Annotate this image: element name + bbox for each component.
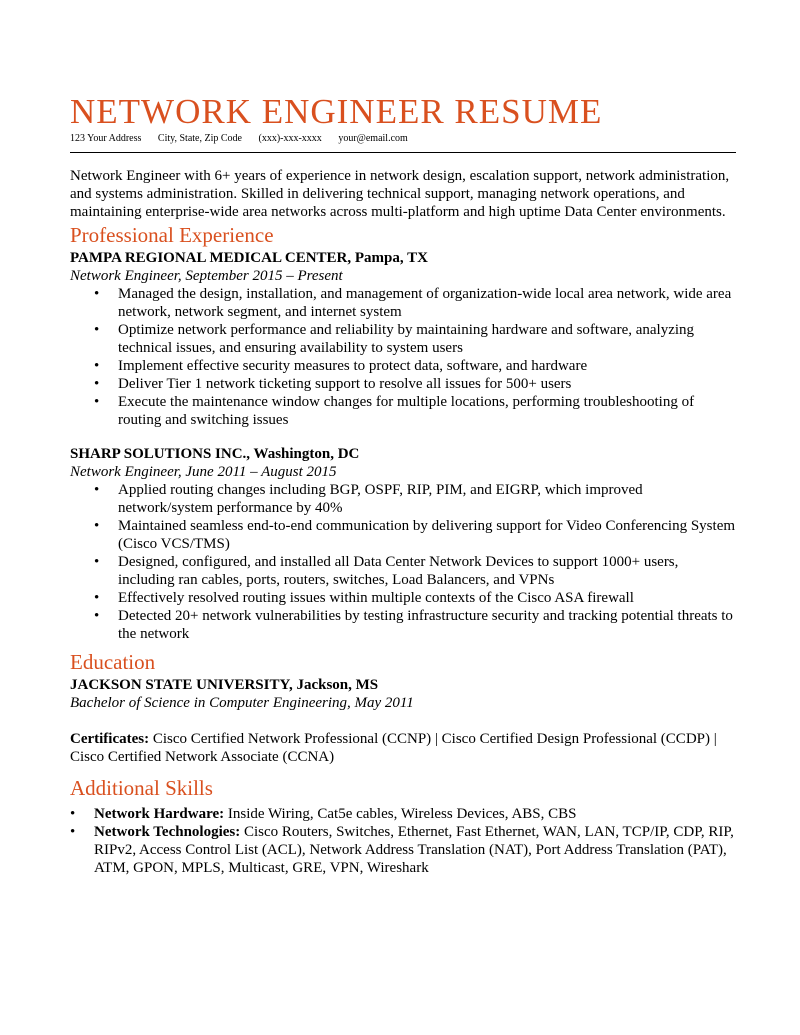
list-item: • Deliver Tier 1 network ticketing support to resolve all issues for 500+ users xyxy=(94,376,572,392)
bullet-icon: • xyxy=(94,358,100,374)
bullet-icon: • xyxy=(94,286,100,302)
certificates-label: Certificates: xyxy=(70,731,150,747)
bullet-icon: • xyxy=(94,322,100,338)
list-item xyxy=(70,823,736,877)
section-heading-education: Education xyxy=(70,650,156,674)
job-org: PAMPA REGIONAL MEDICAL CENTER, Pampa, TX xyxy=(70,250,428,266)
bullet-icon: • xyxy=(94,608,100,624)
certificates xyxy=(70,730,736,766)
job-role: Network Engineer, June 2011 – August 2015 xyxy=(70,464,337,480)
list-item: • Maintained seamless end-to-end communication by delivering support for Video Conferencing System (Cisco VCS/TMS) xyxy=(94,518,736,552)
skills-list xyxy=(70,805,736,877)
skill-label: Network Technologies: xyxy=(94,824,241,840)
list-item: • Detected 20+ network vulnerabilities by testing infrastructure security and tracking potential threats to the network xyxy=(94,608,733,642)
job-bullets xyxy=(70,285,736,429)
section-heading-skills: Additional Skills xyxy=(70,776,213,800)
resume-title: NETWORK ENGINEER RESUME xyxy=(70,92,603,131)
bullet-icon: • xyxy=(70,824,76,840)
list-item: • Implement effective security measures to protect data, software, and hardware xyxy=(94,358,588,374)
list-item: • Designed, configured, and installed all Data Center Network Devices to support 1000+ users, including ran cables, ports, routers, switches, Load Balancers, and VPNs xyxy=(94,554,679,588)
education-degree: Bachelor of Science in Computer Engineering, May 2011 xyxy=(70,695,414,711)
section-heading-experience: Professional Experience xyxy=(70,223,274,247)
bullet-icon: • xyxy=(94,376,100,392)
summary-paragraph: Network Engineer with 6+ years of experience in network design, escalation support, network administration, and systems administration. Skilled in delivering technical support, managing network operations, and maintaining enterprise-wide area networks across multi-platform and high uptime Data Center environments. xyxy=(70,168,730,220)
contact-line xyxy=(70,132,736,146)
education-school: JACKSON STATE UNIVERSITY, Jackson, MS xyxy=(70,677,379,693)
job-role: Network Engineer, September 2015 – Present xyxy=(70,268,343,284)
skill-text: Cisco Routers, Switches, Ethernet, Fast Ethernet, WAN, LAN, TCP/IP, CDP, RIP, RIPv2, Access Control List (ACL), Network Address Translation (NAT), Port Address Translation (PAT), ATM, GPON, MPLS, Multicast, GRE, VPN, Wireshark xyxy=(94,824,734,876)
list-item xyxy=(70,805,736,823)
bullet-icon: • xyxy=(94,518,100,534)
contact-address: 123 Your Address xyxy=(70,133,142,144)
list-item: • Managed the design, installation, and management of organization-wide local area network, wide area network, network segment, and internet system xyxy=(94,286,732,320)
skill-label: Network Hardware: xyxy=(94,806,225,822)
skill-text: Inside Wiring, Cat5e cables, Wireless Devices, ABS, CBS xyxy=(224,806,577,822)
contact-city: City, State, Zip Code xyxy=(157,133,242,144)
job-entry xyxy=(70,445,736,643)
header-divider xyxy=(70,152,736,153)
list-item: • Optimize network performance and reliability by maintaining hardware and software, analyzing technical issues, and ensuring availability to system users xyxy=(94,322,695,356)
bullet-icon: • xyxy=(70,806,76,822)
bullet-icon: • xyxy=(94,554,100,570)
job-entry xyxy=(70,249,736,429)
list-item: • Execute the maintenance window changes for multiple locations, performing troubleshooting of routing and switching issues xyxy=(94,394,695,428)
contact-phone: (xxx)-xxx-xxxx xyxy=(258,133,322,144)
contact-email: your@email.com xyxy=(338,133,408,144)
bullet-icon: • xyxy=(94,590,100,606)
certificates-text: Cisco Certified Network Professional (CCNP) | Cisco Certified Design Professional (CCDP) | Cisco Certified Network Associate (CCNA) xyxy=(70,731,717,765)
resume-body xyxy=(70,94,736,877)
list-item: • Applied routing changes including BGP, OSPF, RIP, PIM, and EIGRP, which improved network/system performance by 40% xyxy=(94,482,643,516)
bullet-icon: • xyxy=(94,394,100,410)
job-bullets xyxy=(70,481,736,643)
bullet-icon: • xyxy=(94,482,100,498)
job-org: SHARP SOLUTIONS INC., Washington, DC xyxy=(70,446,360,462)
list-item: • Effectively resolved routing issues within multiple contexts of the Cisco ASA firewall xyxy=(94,590,634,606)
